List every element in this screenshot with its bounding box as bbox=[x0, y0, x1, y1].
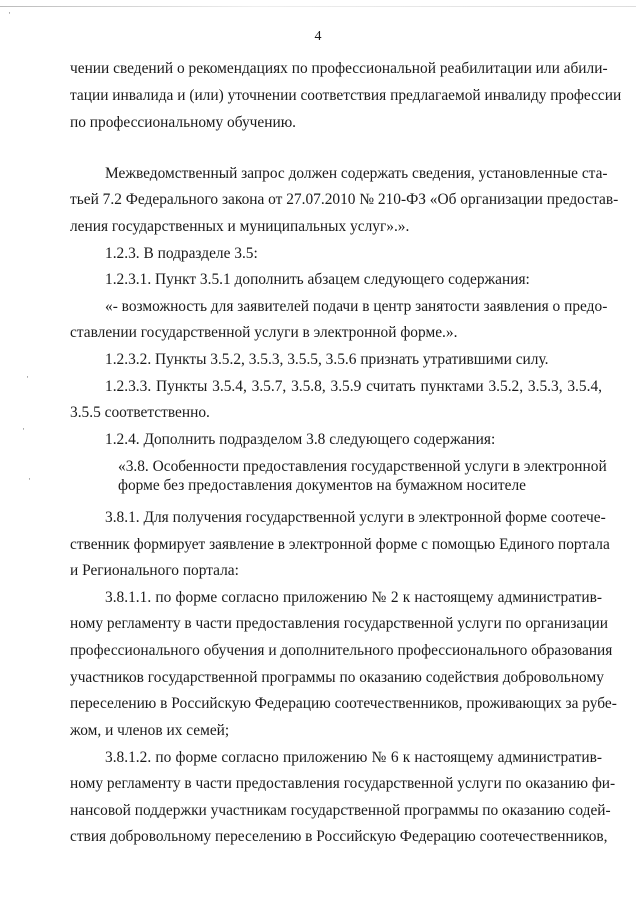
scan-edge bbox=[0, 6, 636, 7]
scan-speck: · bbox=[22, 424, 25, 434]
text-line: ствия добровольному переселению в Российскую Федерацию соотечественников, bbox=[70, 828, 608, 845]
page-number: 4 bbox=[314, 29, 322, 44]
text-line: чении сведений о рекомендациях по профессиональной реабилитации или абили- bbox=[70, 60, 608, 77]
text-line: тьей 7.2 Федерального закона от 27.07.2010 № 210-ФЗ «Об организации предостав- bbox=[70, 191, 619, 208]
text-line: 1.2.3.2. Пункты 3.5.2, 3.5.3, 3.5.5, 3.5.6 признать утратившими силу. bbox=[105, 351, 549, 368]
text-line: 1.2.3.3. Пункты 3.5.4, 3.5.7, 3.5.8, 3.5.9 считать пунктами 3.5.2, 3.5.3, 3.5.4, bbox=[105, 378, 602, 395]
text-line: жом, и членов их семей; bbox=[70, 722, 230, 739]
text-line: и Регионального портала: bbox=[70, 562, 239, 579]
text-line: переселению в Российскую Федерацию соотечественников, проживающих за рубе- bbox=[70, 695, 617, 712]
text-line: участников государственной программы по оказанию содействия добровольному bbox=[70, 669, 604, 686]
text-line: 1.2.3. В подразделе 3.5: bbox=[105, 245, 258, 262]
section-heading-line: форме без предоставления документов на бумажном носителе bbox=[118, 477, 526, 494]
text-line: 3.5.5 соответственно. bbox=[70, 404, 210, 421]
section-heading-line: «3.8. Особенности предоставления государственной услуги в электронной bbox=[118, 458, 607, 475]
scan-speck: · bbox=[28, 474, 31, 484]
text-line: 1.2.4. Дополнить подразделом 3.8 следующего содержания: bbox=[105, 431, 496, 448]
text-line: Межведомственный запрос должен содержать сведения, установленные ста- bbox=[105, 165, 608, 182]
text-line: 3.8.1. Для получения государственной услуги в электронной форме соотече- bbox=[105, 509, 606, 526]
scan-speck: · bbox=[8, 8, 11, 18]
text-line: ному регламенту в части предоставления государственной услуги по организации bbox=[70, 615, 608, 632]
text-line: 3.8.1.1. по форме согласно приложению № 2 к настоящему административ- bbox=[105, 589, 602, 606]
text-line: профессионального обучения и дополнительного профессионального образования bbox=[70, 642, 613, 659]
text-line: нансовой поддержки участникам государственной программы по оказанию содей- bbox=[70, 802, 611, 819]
text-line: ления государственных и муниципальных услуг».». bbox=[70, 218, 410, 235]
text-line: по профессиональному обучению. bbox=[70, 114, 297, 131]
scan-speck: · bbox=[26, 372, 29, 382]
text-line: ственник формирует заявление в электронной форме с помощью Единого портала bbox=[70, 536, 610, 553]
text-line: 1.2.3.1. Пункт 3.5.1 дополнить абзацем следующего содержания: bbox=[105, 271, 530, 288]
text-line: «- возможность для заявителей подачи в центр занятости заявления о предо- bbox=[105, 298, 608, 315]
text-line: ному регламенту в части предоставления государственной услуги по оказанию фи- bbox=[70, 775, 616, 792]
text-line: ставлении государственной услуги в электронной форме.». bbox=[70, 324, 458, 341]
text-line: 3.8.1.2. по форме согласно приложению № 6 к настоящему административ- bbox=[105, 749, 602, 766]
text-line: тации инвалида и (или) уточнении соответствия предлагаемой инвалиду профессии bbox=[70, 87, 622, 104]
